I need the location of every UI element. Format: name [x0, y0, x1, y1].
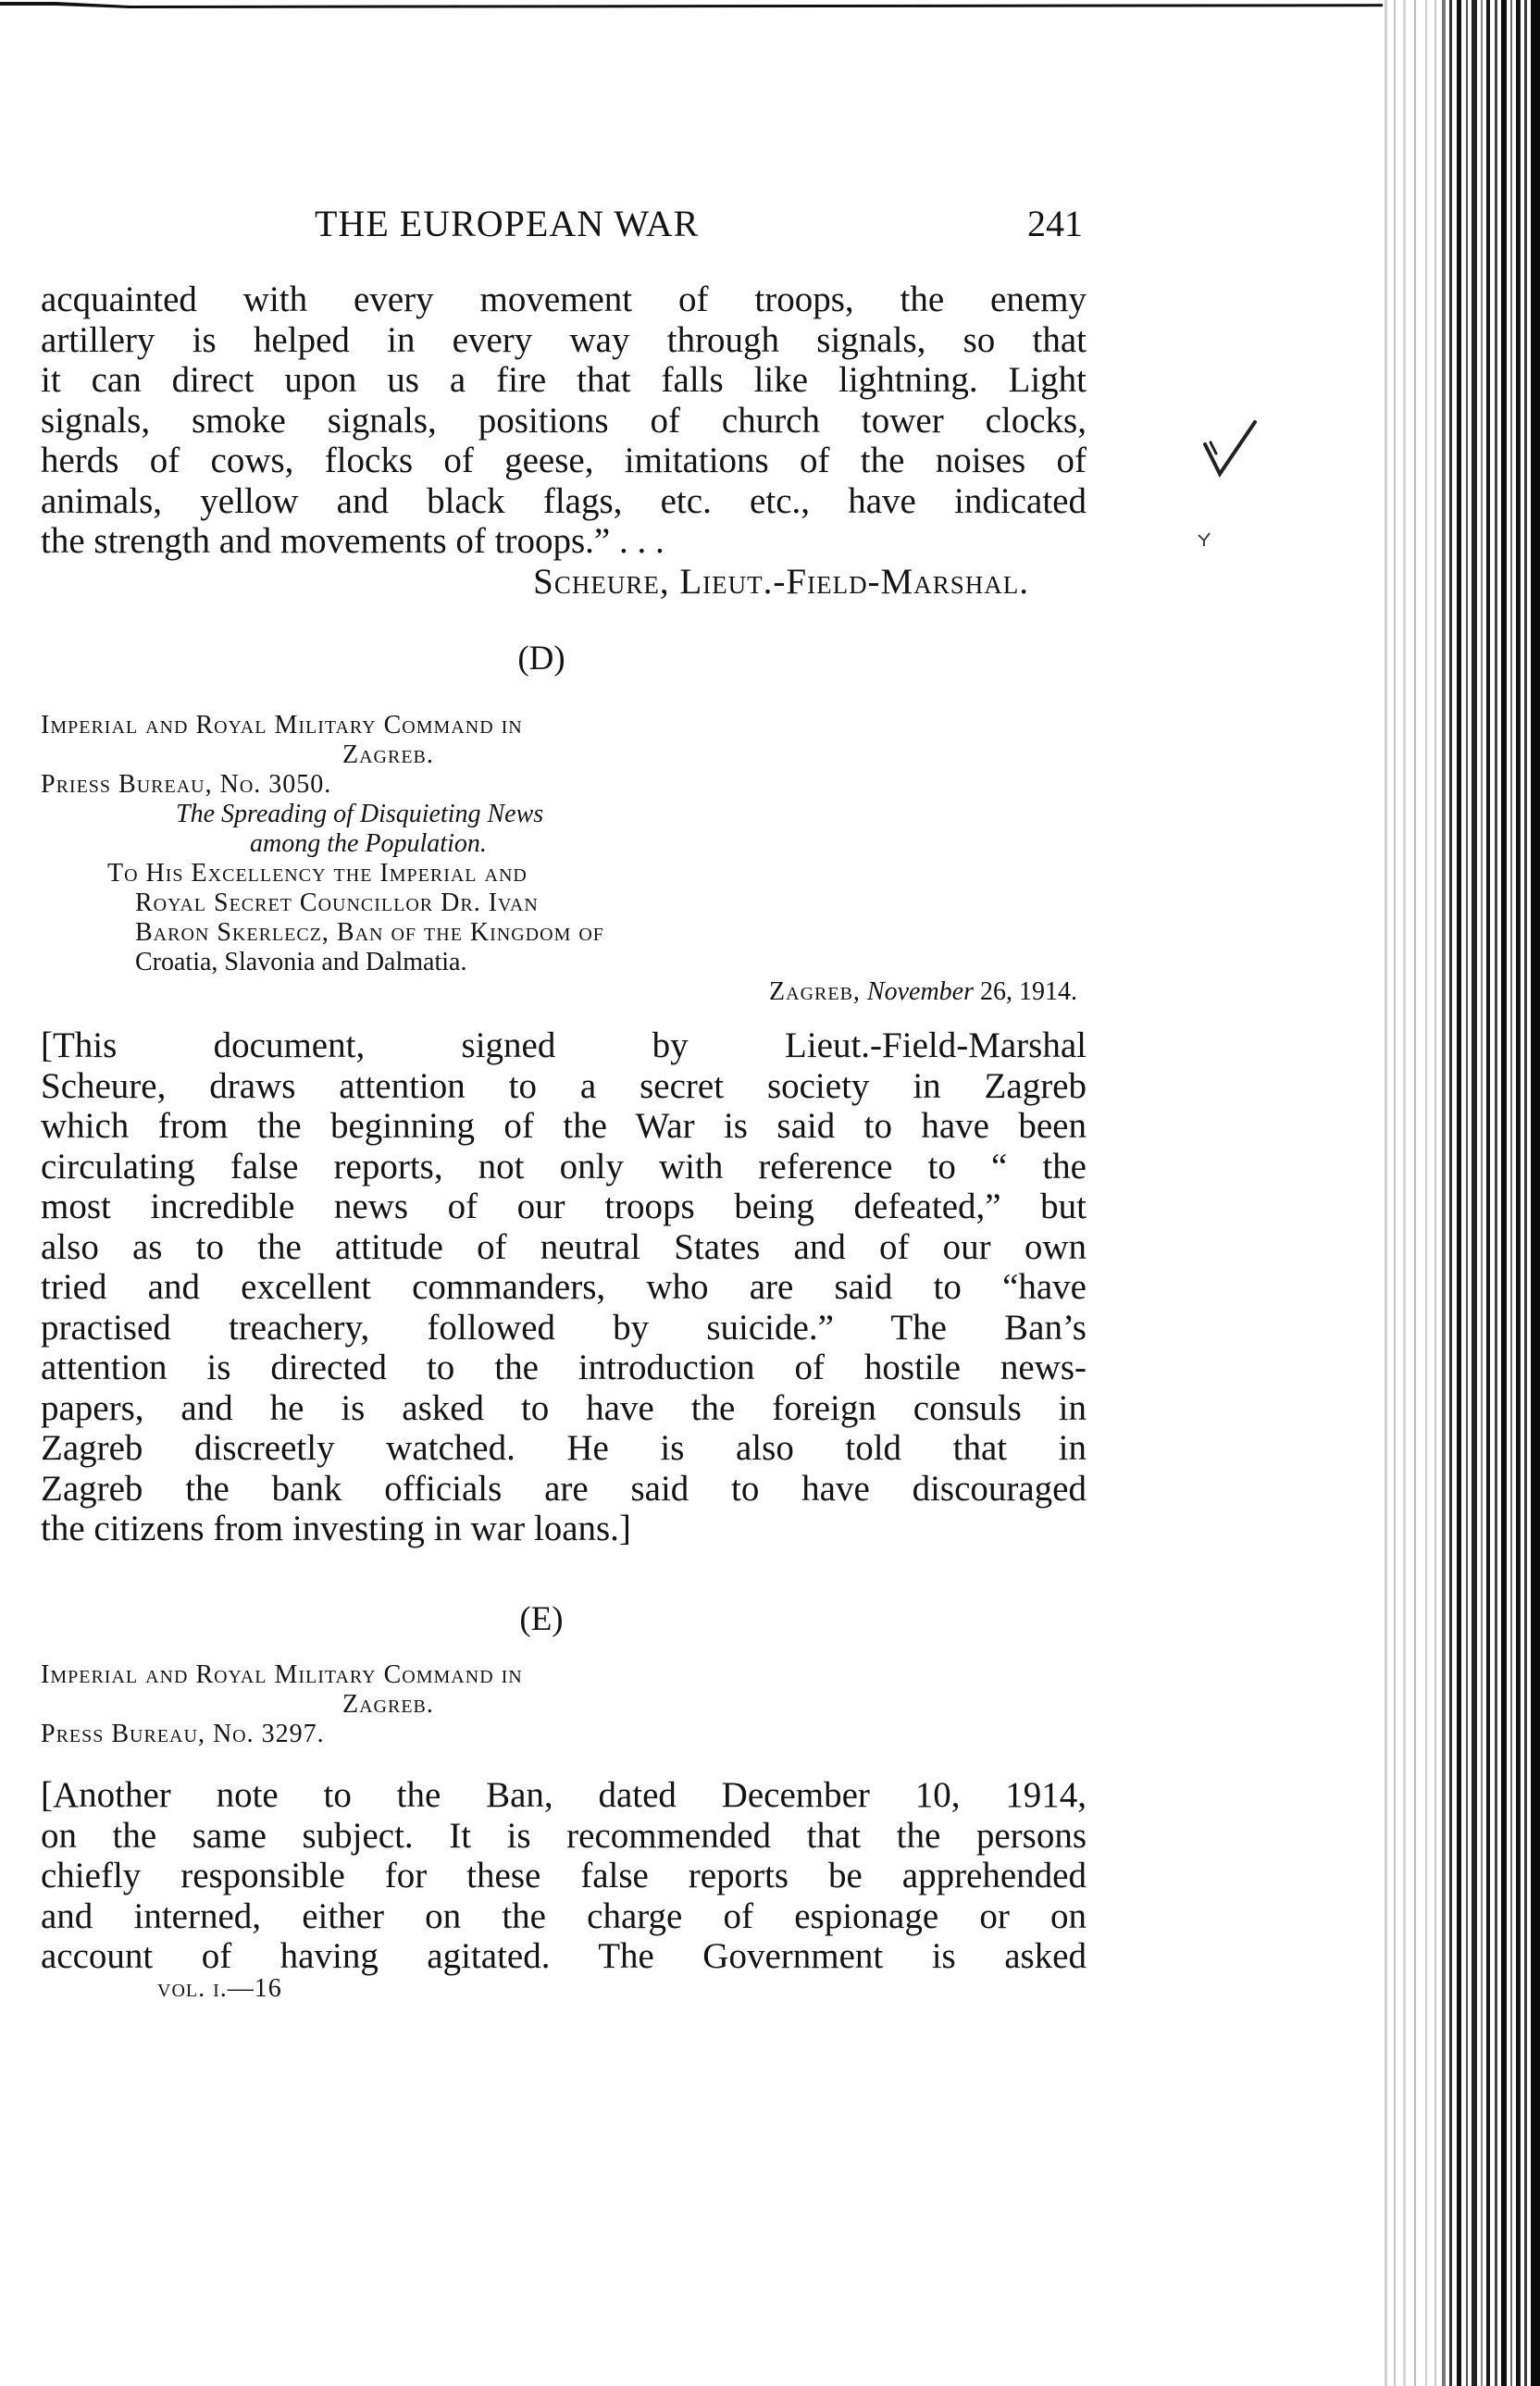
text-line: and interned, either on the charge of espionage or on	[41, 1895, 1087, 1936]
text-line: it can direct upon us a fire that falls like lightning. Light	[41, 360, 1087, 400]
press-bureau: Press Bureau, No. 3297.	[41, 1720, 325, 1748]
check-mark-icon	[1201, 416, 1261, 481]
intro-paragraph	[41, 280, 1087, 602]
text-line: which from the beginning of the War is said to have been	[41, 1106, 1087, 1146]
subject-line: among the Population.	[250, 829, 487, 858]
text-line: most incredible news of our troops being defeated,” but	[41, 1187, 1087, 1226]
addressee-line: Croatia, Slavonia and Dalmatia.	[135, 948, 467, 976]
section-e-summary	[41, 1775, 1087, 1977]
text-line: acquainted with every movement of troops, the enemy	[41, 280, 1087, 319]
text-line: signals, smoke signals, positions of church tower clocks,	[41, 400, 1087, 441]
command-line: Imperial and Royal Military Command in	[41, 711, 523, 739]
text-line: animals, yellow and black flags, etc. etc., have indicated	[41, 480, 1087, 521]
text-line: Zagreb the bank officials are said to have discouraged	[41, 1468, 1087, 1509]
text-line: practised treachery, followed by suicide.” The Ban’s	[41, 1307, 1087, 1348]
running-title: THE EUROPEAN WAR	[315, 203, 700, 244]
text-line: Scheure, draws attention to a secret society in Zagreb	[41, 1065, 1087, 1106]
addressee-line: Royal Secret Councillor Dr. Ivan	[135, 889, 539, 917]
text-line: on the same subject. It is recommended that the persons	[41, 1815, 1087, 1856]
addressee-line: Baron Skerlecz, Ban of the Kingdom of	[135, 918, 604, 947]
command-city: Zagreb.	[342, 740, 434, 769]
text-line: tried and excellent commanders, who are said to “have	[41, 1267, 1087, 1307]
page-edge-binding	[1383, 0, 1540, 2386]
section-e-heading	[41, 1660, 1087, 1749]
top-edge-line	[0, 0, 1540, 15]
command-city: Zagreb.	[342, 1690, 434, 1719]
text-line: account of having agitated. The Government is asked	[41, 1936, 1087, 1976]
text-line: attention is directed to the introduction of hostile news-	[41, 1348, 1087, 1387]
text-line: the citizens from investing in war loans.]	[41, 1509, 631, 1548]
section-d-summary	[41, 1025, 1087, 1549]
addressee-line: To His Excellency the Imperial and	[107, 859, 528, 888]
text-line: papers, and he is asked to have the foreign consuls in	[41, 1387, 1087, 1428]
text-line: artillery is helped in every way through signals, so that	[41, 319, 1087, 360]
text-line: [Another note to the Ban, dated December 10, 1914,	[41, 1775, 1087, 1815]
page-header	[315, 202, 1092, 257]
section-e-label: (E)	[519, 1600, 564, 1638]
ink-speck-icon	[1196, 529, 1212, 548]
text-line: also as to the attitude of neutral States and of our own	[41, 1226, 1087, 1267]
text-line: chiefly responsible for these false reports be apprehended	[41, 1856, 1087, 1895]
dateline: Zagreb, November 26, 1914.	[769, 977, 1077, 1006]
text-line: circulating false reports, not only with reference to “ the	[41, 1146, 1087, 1187]
volume-signature: vol. i.—16	[157, 1974, 282, 2003]
subject-line: The Spreading of Disquieting News	[176, 800, 544, 828]
text-line: the strength and movements of troops.” . . .	[41, 521, 664, 561]
section-d-heading	[41, 711, 1087, 1007]
press-bureau: Prıess Bureau, No. 3050.	[41, 770, 332, 799]
page-number: 241	[1027, 203, 1083, 244]
section-d-label: (D)	[517, 640, 565, 677]
text-line: herds of cows, flocks of geese, imitations of the noises of	[41, 441, 1087, 480]
text-line: Zagreb discreetly watched. He is also told that in	[41, 1428, 1087, 1468]
intro-signature: Scheure, Lieut.-Field-Marshal.	[533, 561, 1029, 602]
text-line: [This document, signed by Lieut.-Field-Marshal	[41, 1025, 1087, 1065]
command-line: Imperial and Royal Military Command in	[41, 1660, 523, 1689]
